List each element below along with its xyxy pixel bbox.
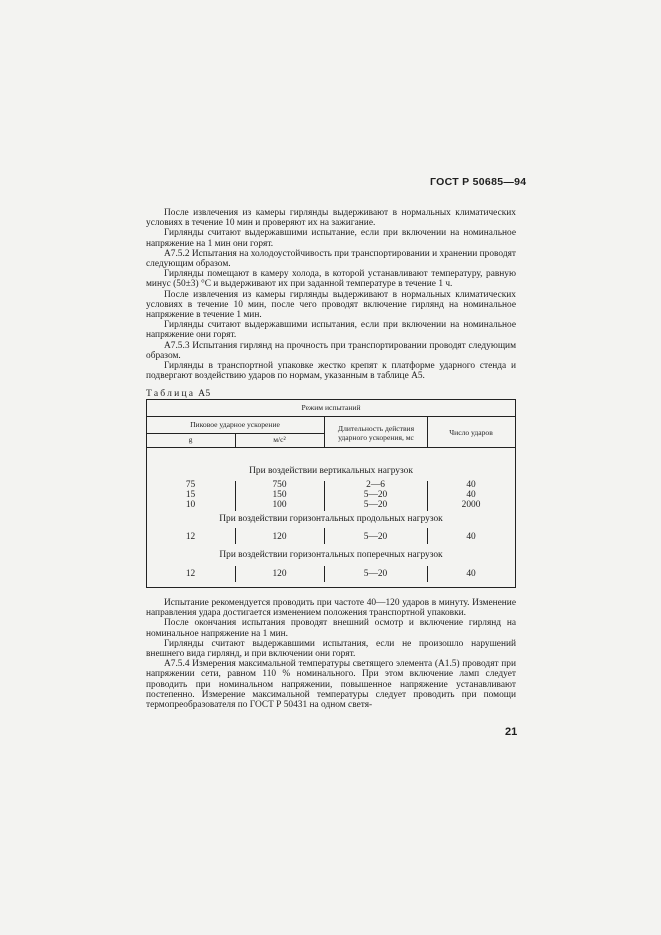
paragraph: А7.5.3 Испытания гирлянд на прочность при транспортировании проводят следующим образом. [146, 340, 516, 361]
paragraph: А7.5.2 Испытания на холодоустойчивость при транспортировании и хранении проводят следующим образом. [146, 248, 516, 270]
header-ms2: м/с² [273, 435, 286, 444]
paragraph: Гирлянды в транспортной упаковке жестко крепят к платформе ударного стенда и подвергают воздействию ударов по нормам, указанным в таблице А5. [146, 361, 516, 382]
cell-count: 40 40 2000 [461, 480, 481, 510]
cell-duration: 2—6 5—20 5—20 [363, 480, 388, 510]
paragraph: После извлечения из камеры гирлянды выдерживают в нормальных климатических условиях в течение 10 мин, после чего проводят включение гирлянд на номинальное напряжение в течение 1 мин. [146, 289, 516, 321]
cell-g: 75 15 10 [185, 480, 196, 510]
paragraph: После окончания испытания проводят внешний осмотр и включение гирлянд на номинальное напряжение на 1 мин. [146, 618, 516, 639]
cell-duration: 5—20 [363, 569, 388, 579]
cell-ms2: 120 [272, 532, 287, 542]
table-rule-under-title [146, 416, 516, 417]
document-header: ГОСТ Р 50685—94 [430, 176, 527, 188]
paragraph: А7.5.4 Измерения максимальной температуры светящего элемента (А1.5) проводят при напряжении сети, равном 110 % номинального. При этом включение ламп следует проводить при номинальном напряжении, повышенное напряжение устанавливают постепенно. Измерение максимальной температуры следует проводить при помощи термопреобразователя по ГОСТ Р 50431 на одном светя- [146, 659, 516, 711]
paragraph: Испытание рекомендуется проводить при частоте 40—120 ударов в минуту. Изменение направления удара достигается изменением положения транспортной упаковки. [146, 598, 516, 619]
cell-count: 40 [466, 532, 476, 542]
table-caption [146, 388, 211, 399]
paragraph: Гирлянды считают выдержавшими испытания, если не произошло нарушений внешнего вида гирлянд, и при включении они горят. [146, 638, 516, 660]
cell-g: 12 [185, 569, 196, 579]
section-title-transverse: При воздействии горизонтальных поперечных нагрузок [219, 550, 443, 560]
body-text-bottom [146, 598, 516, 710]
header-peak-acceleration: Пиковое ударное ускорение [190, 420, 280, 429]
table-title: Режим испытаний [301, 403, 361, 412]
table-caption-id: А5 [198, 388, 211, 399]
table-a5 [146, 399, 516, 588]
table-rule-dur-left [324, 416, 325, 448]
header-g: g [188, 435, 193, 444]
header-duration: Длительность действия ударного ускорения, мс [337, 424, 415, 442]
table-rule-bottom [146, 587, 516, 588]
section-title-vertical: При воздействии вертикальных нагрузок [249, 466, 413, 476]
page-number: 21 [505, 726, 518, 738]
paragraph: Гирлянды считают выдержавшими испытание, если при включении на номинальное напряжение на 1 мин они горят. [146, 228, 516, 249]
table-rule-top [146, 399, 516, 400]
cell-ms2: 120 [272, 569, 287, 579]
cell-g: 12 [185, 532, 196, 542]
header-count: Число ударов [449, 428, 493, 437]
table-rule-header-bottom [146, 447, 516, 448]
table-caption-word: Таблица [146, 388, 196, 399]
section-title-longitudinal: При воздействии горизонтальных продольных нагрузок [219, 514, 443, 524]
body-text-top [146, 208, 516, 381]
paragraph: Гирлянды считают выдержавшими испытания, если при включении на номинальное напряжение они горят. [146, 320, 516, 341]
cell-count: 40 [466, 569, 476, 579]
cell-ms2: 750 150 100 [272, 480, 287, 510]
paragraph: Гирлянды помещают в камеру холода, в которой устанавливают температуру, равную минус (50±3) °С и выдерживают их при заданной температуре в течение 1 ч. [146, 269, 516, 290]
paragraph: После извлечения из камеры гирлянды выдерживают в нормальных климатических условиях в течение 10 мин и проверяют их на зажигание. [146, 208, 516, 229]
cell-duration: 5—20 [363, 532, 388, 542]
